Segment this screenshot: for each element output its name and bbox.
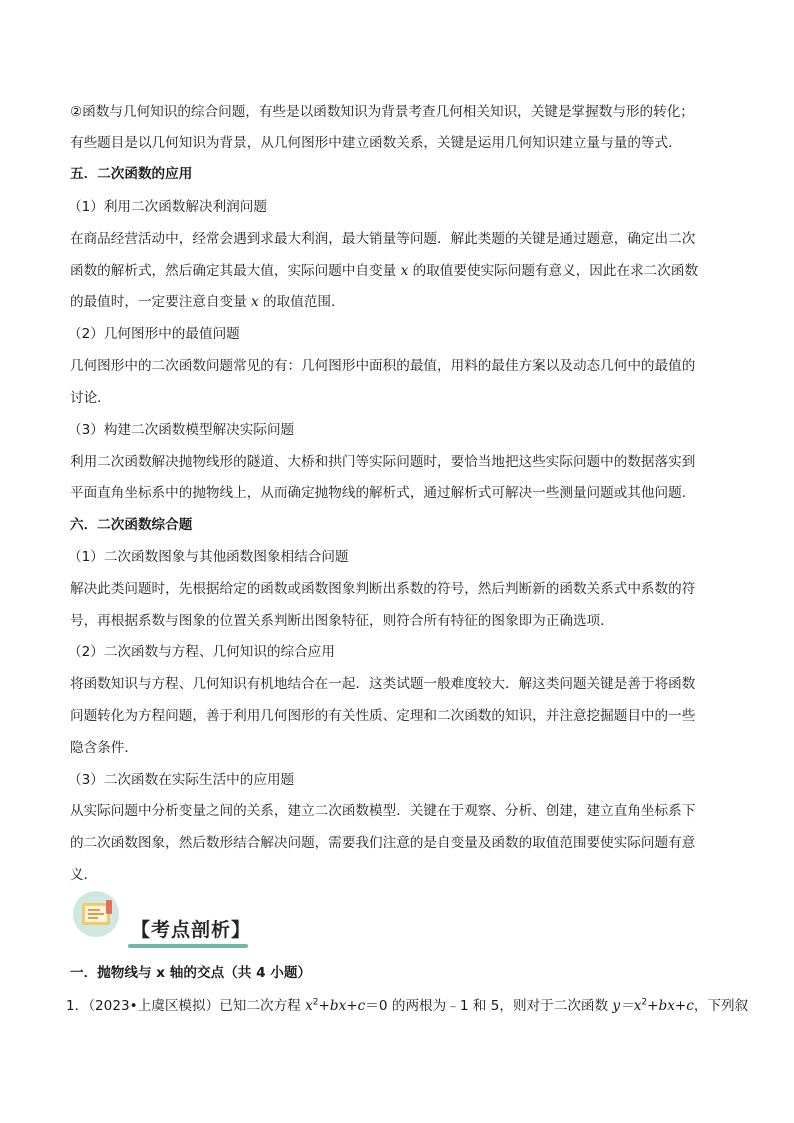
paragraph-line: 平面直角坐标系中的抛物线上，从而确定抛物线的解析式，通过解析式可解决一些测量问题或其他问题． bbox=[70, 485, 696, 501]
exponent: 2 bbox=[312, 997, 319, 1008]
paragraph-line: 利用二次函数解决抛物线形的隧道、大桥和拱门等实际问题时，要恰当地把这些实际问题中的数据落实到 bbox=[70, 454, 696, 470]
question-middle: ＝0 的两根为﹣1 和 5，则对于二次函数 bbox=[365, 998, 613, 1014]
subsection-heading: （1）利用二次函数解决利润问题 bbox=[68, 199, 267, 215]
paragraph-line: 义． bbox=[70, 867, 98, 883]
paragraph-line: 号，再根据系数与图象的位置关系判断出图象特征，则符合所有特征的图象即为正确选项． bbox=[70, 613, 614, 629]
subsection-heading: （2）几何图形中的最值问题 bbox=[68, 326, 240, 342]
paragraph-line: 解决此类问题时，先根据给定的函数或函数图象判断出系数的符号，然后判断新的函数关系式中系数的符 bbox=[70, 581, 696, 597]
paragraph-line bbox=[70, 292, 730, 312]
subsection-heading: （3）构建二次函数模型解决实际问题 bbox=[68, 422, 295, 438]
paragraph-line: 隐含条件． bbox=[70, 740, 138, 756]
text-fragment: 函数的解析式，然后确定其最大值，实际问题中自变量 bbox=[70, 263, 397, 279]
equation-term: y bbox=[612, 998, 621, 1014]
banner-underline bbox=[128, 944, 248, 948]
section-heading-6: 六．二次函数综合题 bbox=[70, 517, 193, 533]
question-suffix: ，下列叙 bbox=[693, 998, 749, 1014]
variable-x: x bbox=[400, 263, 409, 279]
paragraph-line: 将函数知识与方程、几何知识有机地结合在一起．这类试题一般难度较大．解这类问题关键是善于将函数 bbox=[70, 676, 696, 692]
text-fragment: 的取值范围． bbox=[263, 294, 345, 310]
exponent: 2 bbox=[641, 997, 648, 1008]
paragraph-line: 从实际问题中分析变量之间的关系，建立二次函数模型．关键在于观察、分析、创建，建立直角坐标系下 bbox=[70, 803, 696, 819]
question-prefix: 1．（2023•上虞区模拟）已知二次方程 bbox=[66, 998, 306, 1014]
section-banner-title: 【考点剖析】 bbox=[131, 919, 252, 941]
equation-term: +bx+c bbox=[318, 998, 366, 1014]
section-heading-5: 五．二次函数的应用 bbox=[70, 166, 193, 182]
question-1 bbox=[66, 996, 749, 1016]
paragraph-line: 讨论． bbox=[70, 390, 111, 406]
equation-term: x bbox=[305, 998, 313, 1014]
paragraph-line: 在商品经营活动中，经常会遇到求最大利润，最大销量等问题．解此类题的关键是通过题意，确定出二次 bbox=[70, 231, 696, 247]
paragraph-line: 几何图形中的二次函数问题常见的有：几何图形中面积的最值，用料的最佳方案以及动态几何中的最值的 bbox=[70, 358, 696, 374]
equation-term: +bx+c bbox=[647, 998, 694, 1014]
text-fragment: 的最值时，一定要注意自变量 bbox=[70, 294, 247, 310]
paragraph-line: 问题转化为方程问题，善于利用几何图形的有关性质、定理和二次函数的知识，并注意挖掘题目中的一些 bbox=[70, 708, 696, 724]
paragraph-line: 有些题目是以几何知识为背景，从几何图形中建立函数关系，关键是运用几何知识建立量与量的等式． bbox=[70, 135, 682, 151]
book-notes-icon bbox=[72, 890, 122, 938]
paragraph-line bbox=[70, 261, 730, 281]
variable-x: x bbox=[251, 294, 259, 310]
equation-term: ＝x bbox=[620, 998, 642, 1014]
subsection-heading: （2）二次函数与方程、几何知识的综合应用 bbox=[68, 644, 335, 660]
subsection-heading: （1）二次函数图象与其他函数图象相结合问题 bbox=[68, 549, 349, 565]
question-section-heading: 一．抛物线与 x 轴的交点（共 4 小题） bbox=[70, 965, 312, 981]
paragraph-line: 的二次函数图象，然后数形结合解决问题，需要我们注意的是自变量及函数的取值范围要使实际问题有意 bbox=[70, 835, 696, 851]
subsection-heading: （3）二次函数在实际生活中的应用题 bbox=[68, 772, 295, 788]
paragraph-line: ②函数与几何知识的综合问题，有些是以函数知识为背景考查几何相关知识，关键是掌握数与形的转化； bbox=[70, 104, 694, 120]
text-fragment: 的取值要使实际问题有意义，因此在求二次函数 bbox=[412, 263, 699, 279]
